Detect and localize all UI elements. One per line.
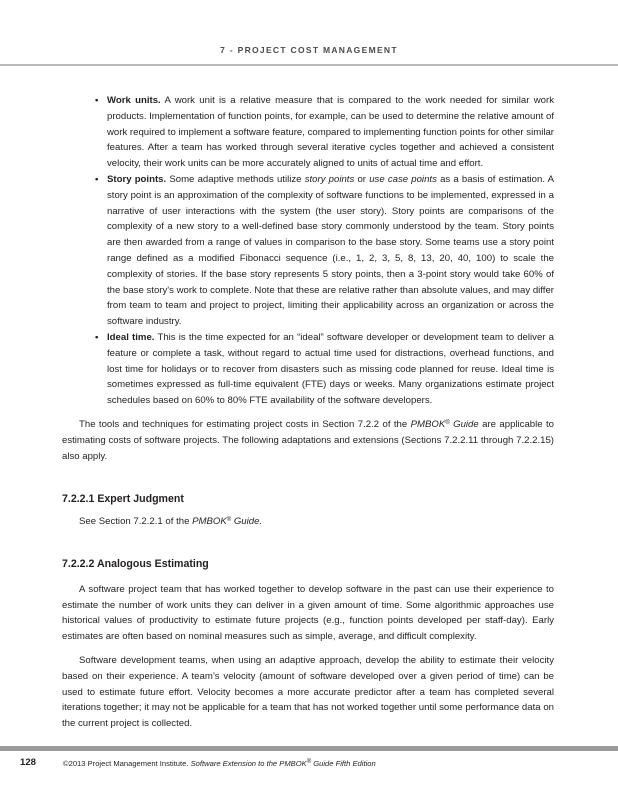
expert-text: See Section 7.2.2.1 of the <box>79 516 190 528</box>
footer-copyright <box>63 759 376 768</box>
story-points-text-c: as a basis of estimation. A story point is an approximation of the complexity of software functions to be implemented, expressed in a narrative of user interactions with the system (the user story). Story points are comparisons of the complexity of a new story to a well-defined base story commonly understood by the team. Story points are then awarded from a range of values in comparison to the base story. Some teams use a story point range defined as a modified Fibonacci sequence (i.e., 1, 2, 3, 5, 8, 13, 20, 40, 100) to scale the complexity of stories. If the base story represents 5 story points, then a 3-point story would take 60% of the base story's work to complete. Note that these are relative rather than absolute values, and may differ from team to team and project to project, limiting their applicability across an organization or across the software industry. <box>107 173 555 328</box>
tools-paragraph <box>62 417 554 464</box>
work-units-text: A work unit is a relative measure that is compared to the work needed for similar work products. Implementation of function points, for example, can be used to determine the relative amount of work required to implement a software feature, compared to implementing function points for other similar features. After a team has worked through several iterative cycles together and achieved a consistent velocity, their work units can be more accurately aligned to units of actual time and effort. <box>107 95 555 170</box>
book-title-b: Guide Fifth Edition <box>313 759 376 768</box>
book-title-a: Software Extension to the PMBOK <box>190 759 307 768</box>
running-header: 7 - PROJECT COST MANAGEMENT <box>220 45 398 55</box>
book-title <box>191 759 376 768</box>
expert-judgment-paragraph <box>62 514 554 530</box>
term-work-units: Work units. <box>107 95 161 106</box>
analogous-paragraph-1: A software project team that has worked together to develop software in the past can use their experience to estimate the number of work units they can deliver in a given amount of time. Some algorithmic approaches use historical values of productivity to estimate future projects (e.g., function points developed per staff-day). Early estimates are often based on nominal measures such as simple, average, and difficult complexity. <box>62 583 554 643</box>
story-points-text-a: Some adaptive methods utilize <box>169 173 302 185</box>
guide-name: PMBOK <box>192 516 227 528</box>
story-points-italic: story points <box>304 173 355 185</box>
list-item-ideal-time <box>62 330 554 409</box>
bullet-icon: • <box>95 331 99 343</box>
bullet-icon: • <box>95 173 99 185</box>
guide-name: PMBOK <box>410 418 446 430</box>
ideal-time-text: This is the time expected for an “ideal” software developer or development team to deliver a feature or complete a task, without regard to actual time used for distractions, overhead functions, and lost time for holidays or to recover from disasters such as missing code planned for reuse. Ideal time is sometimes expressed as full-time equivalent (FTE) days or weeks. Many organizations estimate project schedules based on 60% to 80% FTE availability of the software developers. <box>107 331 555 407</box>
section-heading-expert-judgment: 7.2.2.1 Expert Judgment <box>62 493 184 506</box>
use-case-points-italic: use case points <box>369 173 437 185</box>
story-points-text-b: or <box>357 173 366 185</box>
page-body <box>62 93 554 732</box>
term-story-points: Story points. <box>107 173 167 185</box>
registered-mark: ® <box>445 419 450 426</box>
tools-text-b: are applicable to estimating costs of software projects. The following adaptations and extensions (Sections 7.2.2.11 through 7.2.2.15) also apply. <box>62 418 555 462</box>
pmbok-guide-ref <box>411 419 479 430</box>
footer-divider <box>0 746 618 751</box>
list-item-story-points <box>62 172 554 330</box>
list-item-work-units <box>62 93 554 172</box>
tools-text-a: The tools and techniques for estimating project costs in Section 7.2.2 of the <box>79 418 408 430</box>
guide-word: Guide <box>453 418 479 430</box>
page-number: 128 <box>20 757 37 768</box>
registered-mark: ® <box>226 517 232 524</box>
term-ideal-time: Ideal time. <box>107 331 155 343</box>
analogous-paragraph-2: Software development teams, when using an adaptive approach, develop the ability to estimate their velocity based on their experience. A team’s velocity (amount of software developed over a given period of time) can be used to estimate future effort. Velocity becomes a more accurate predictor after a team has completed several iterations together; it may not be applicable for a team that has not worked together until some performance data on the current project is collected. <box>62 654 554 730</box>
copyright-text: ©2013 Project Management Institute. <box>63 759 189 768</box>
guide-word: Guide. <box>233 516 263 528</box>
pmbok-guide-ref <box>192 516 262 527</box>
header-divider <box>0 64 618 66</box>
section-heading-analogous-estimating: 7.2.2.2 Analogous Estimating <box>62 557 209 570</box>
estimation-units-list <box>62 93 554 409</box>
bullet-icon: • <box>95 95 99 106</box>
registered-mark: ® <box>306 759 312 765</box>
